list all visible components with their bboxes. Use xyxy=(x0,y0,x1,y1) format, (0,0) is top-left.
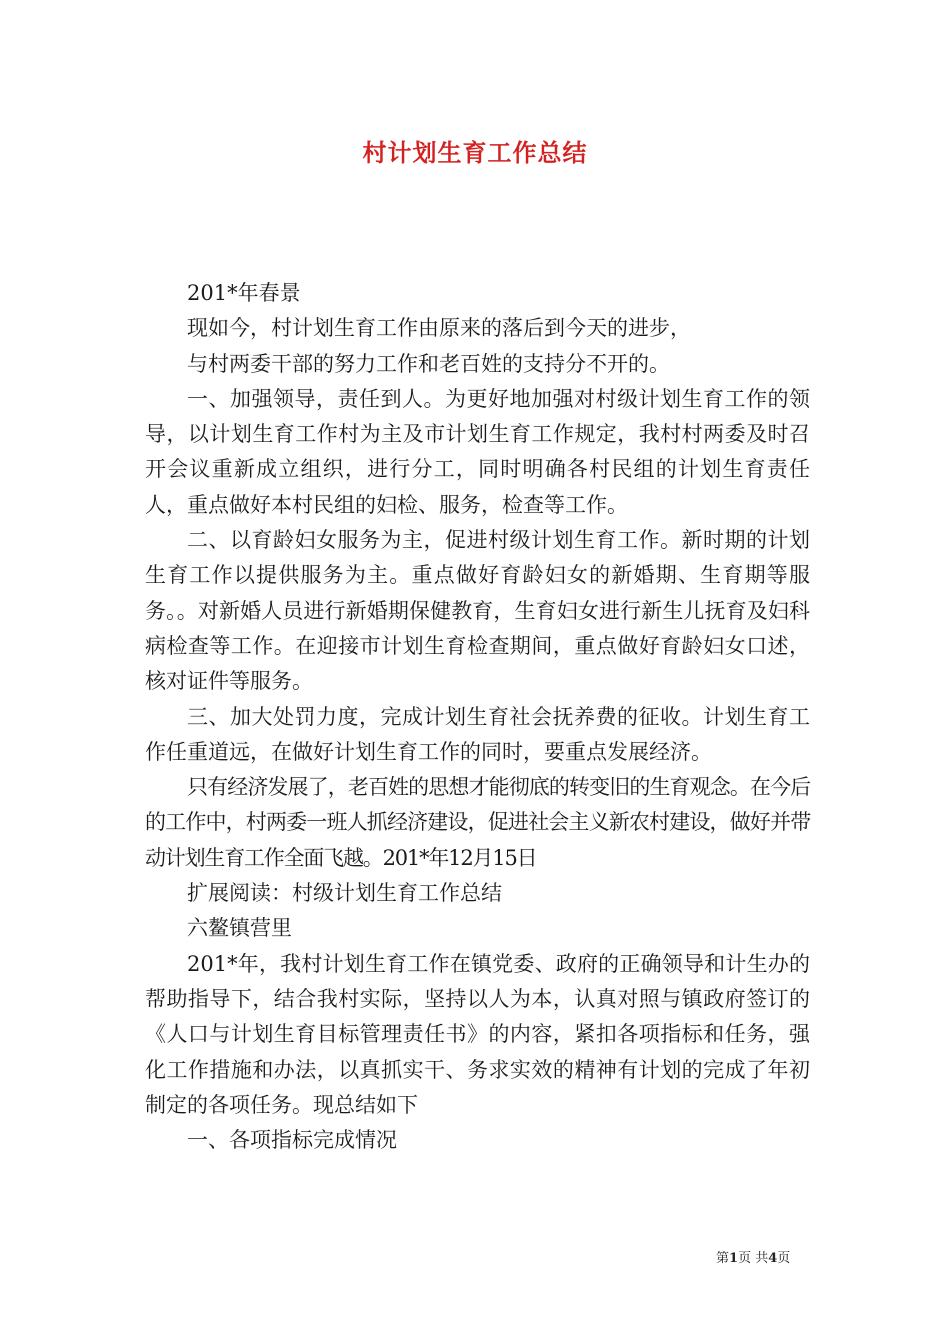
footer-total-pages: 4 xyxy=(768,1251,778,1266)
footer-middle: 页 共 xyxy=(738,1251,769,1266)
paragraph-intro-2: 与村两委干部的努力工作和老百姓的支持分不开的。 xyxy=(187,351,670,376)
document-title: 村计划生育工作总结 xyxy=(362,138,588,167)
paragraph-section-1: 一、加强领导，责任到人。为更好地加强对村级计划生育工作的领导，以计划生育工作村为主及市计划生育工作规定，我村村两委及时召开会议重新成立组织，进行分工，同时明确各村民组的计划生育责任人，重点做好本村民组的妇检、服务，检查等工作。 xyxy=(145,386,810,517)
footer-suffix: 页 xyxy=(777,1251,791,1266)
paragraph-date-place: 201*年春景 xyxy=(187,281,301,305)
paragraph-conclusion: 只有经济发展了，老百姓的思想才能彻底的转变旧的生育观念。在今后的工作中，村两委一班人抓经济建设，促进社会主义新农村建设，做好并带动计划生育工作全面飞越。201*年12月15日 xyxy=(145,775,810,870)
footer-page-number: 1 xyxy=(729,1251,739,1266)
paragraph-extended-reading: 扩展阅读：村级计划生育工作总结 xyxy=(187,881,502,906)
paragraph-section-3: 三、加大处罚力度，完成计划生育社会抚养费的征收。计划生育工作任重道远，在做好计划生育工作的同时，要重点发展经济。 xyxy=(145,704,810,764)
paragraph-section-2: 二、以育龄妇女服务为主，促进村级计划生育工作。新时期的计划生育工作以提供服务为主。重点做好育龄妇女的新婚期、生育期等服务。。对新婚人员进行新婚期保健教育，生育妇女进行新生儿抚育及妇科病检查等工作。在迎接市计划生育检查期间，重点做好育龄妇女口述，核对证件等服务。 xyxy=(145,528,810,694)
footer-prefix: 第 xyxy=(716,1251,730,1266)
document-body xyxy=(145,276,810,1158)
paragraph-summary: 201*年，我村计划生育工作在镇党委、政府的正确领导和计生办的帮助指导下，结合我村实际，坚持以人为本，认真对照与镇政府签订的《人口与计划生育目标管理责任书》的内容，紧扣各项指标和任务，强化工作措施和办法，以真抓实干、务求实效的精神有计划的完成了年初制定的各项任务。现总结如下 xyxy=(145,951,810,1117)
paragraph-heading-indicators: 一、各项指标完成情况 xyxy=(187,1128,397,1153)
paragraph-intro-1: 现如今，村计划生育工作由原来的落后到今天的进步， xyxy=(187,316,691,341)
page-footer xyxy=(716,1247,790,1266)
paragraph-village-name: 六鳌镇营里 xyxy=(187,916,292,941)
